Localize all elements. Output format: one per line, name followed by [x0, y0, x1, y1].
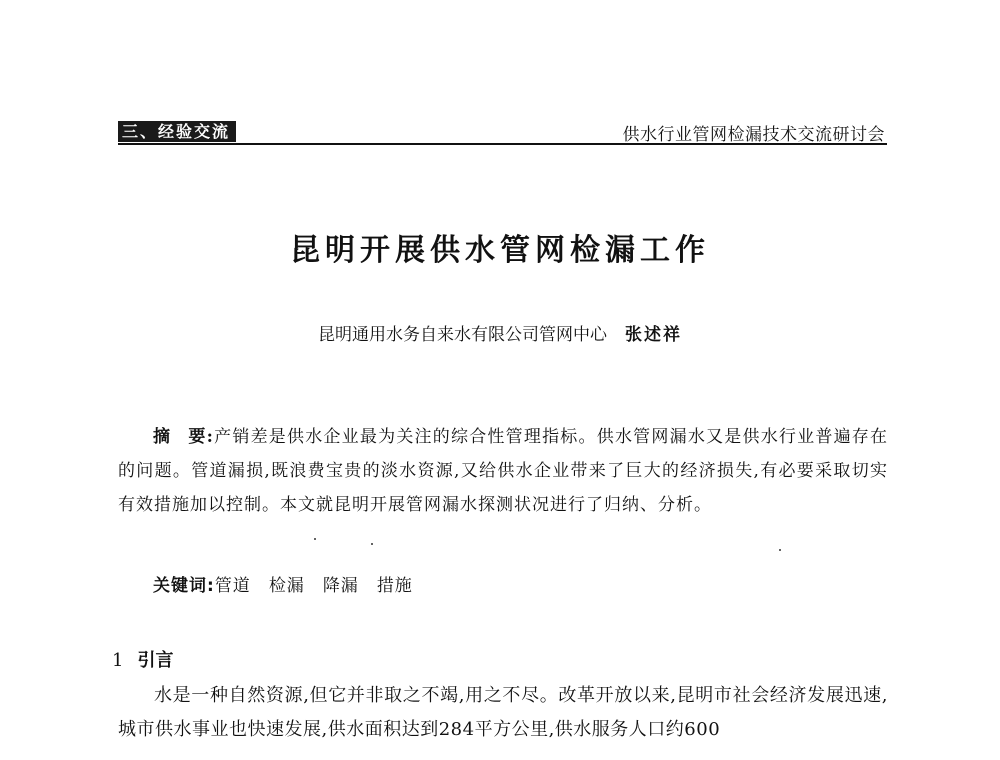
scan-speck [371, 543, 373, 545]
keyword: 措施 [376, 576, 413, 596]
keyword: 管道 [214, 576, 251, 596]
section-heading [112, 646, 173, 672]
author: 张述祥 [625, 325, 682, 345]
body-paragraph: 水是一种自然资源,但它并非取之不竭,用之不尽。改革开放以来,昆明市社会经济发展迅速,城市供水事业也快速发展,供水面积达到284平方公里,供水服务人口约600 [118, 685, 888, 740]
paper-title: 昆明开展供水管网检漏工作 [290, 233, 710, 268]
scan-speck [779, 549, 781, 551]
section-label: 三、经验交流 [118, 121, 236, 142]
keyword: 检漏 [268, 576, 305, 596]
section-title: 引言 [137, 650, 174, 671]
keywords-label: 关键词: [153, 576, 215, 596]
organization: 昆明通用水务自来水有限公司管网中心 [318, 325, 607, 345]
keyword: 降漏 [322, 576, 359, 596]
affiliation-line [0, 320, 1000, 345]
abstract-text: 产销差是供水企业最为关注的综合性管理指标。供水管网漏水又是供水行业普遍存在的问题。管道漏损,既浪费宝贵的淡水资源,又给供水企业带来了巨大的经济损失,有必要采取切实有效措施加以控制。本文就昆明开展管网漏水探测状况进行了归纳、分析。 [118, 427, 889, 515]
abstract-label: 摘 要: [153, 427, 214, 447]
header-rule [118, 143, 887, 145]
keywords [153, 571, 431, 596]
running-title: 供水行业管网检漏技术交流研讨会 [622, 125, 885, 145]
abstract [118, 420, 888, 522]
scan-speck [314, 538, 316, 540]
section-number: 1 [112, 650, 124, 671]
